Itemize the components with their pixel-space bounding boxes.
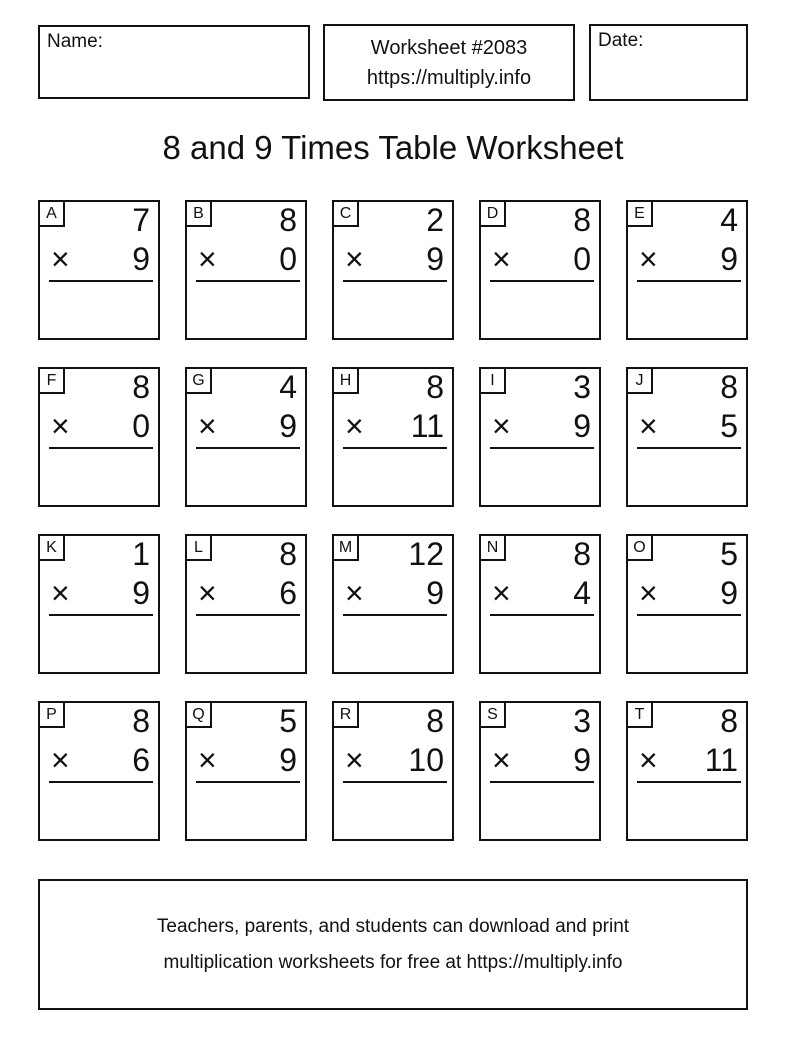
multiplicand: 7 (132, 202, 150, 238)
answer-space[interactable] (630, 783, 744, 837)
multiplier-row (345, 743, 444, 777)
problem-card (479, 701, 601, 841)
multiply-icon: × (345, 575, 364, 611)
problem-letter: C (332, 200, 359, 227)
multiply-icon: × (492, 575, 511, 611)
multiply-icon: × (198, 575, 217, 611)
multiplier-row (345, 409, 444, 443)
answer-space[interactable] (483, 616, 597, 670)
multiplier: 5 (720, 408, 738, 444)
answer-space[interactable] (336, 449, 450, 503)
answer-space[interactable] (42, 449, 156, 503)
multiplier: 6 (279, 575, 297, 611)
multiply-icon: × (51, 241, 70, 277)
problem-letter: P (38, 701, 65, 728)
multiplier: 0 (279, 241, 297, 277)
multiplier: 4 (573, 575, 591, 611)
problem-card (626, 200, 748, 340)
multiplier: 0 (573, 241, 591, 277)
problem-letter: D (479, 200, 506, 227)
multiplier: 9 (720, 575, 738, 611)
problem-card (185, 367, 307, 507)
footer-line2: multiplication worksheets for free at https://multiply.info (163, 951, 623, 973)
problem-card (185, 701, 307, 841)
problem-letter: M (332, 534, 359, 561)
problem-letter: N (479, 534, 506, 561)
problem-card (38, 367, 160, 507)
multiplicand: 8 (132, 369, 150, 405)
problem-card (626, 367, 748, 507)
problem-letter: E (626, 200, 653, 227)
problems-grid (38, 200, 748, 841)
multiply-icon: × (198, 742, 217, 778)
multiply-icon: × (639, 408, 658, 444)
multiply-icon: × (639, 575, 658, 611)
multiplier-row (639, 242, 738, 276)
multiplier-row (51, 743, 150, 777)
answer-space[interactable] (483, 783, 597, 837)
problem-card (38, 534, 160, 674)
multiplier: 9 (426, 241, 444, 277)
multiply-icon: × (345, 742, 364, 778)
multiplier-row (51, 242, 150, 276)
multiplier-row (492, 242, 591, 276)
answer-space[interactable] (189, 282, 303, 336)
problem-card (185, 200, 307, 340)
multiplier: 9 (573, 408, 591, 444)
answer-space[interactable] (189, 783, 303, 837)
multiplier: 9 (426, 575, 444, 611)
footer-box (38, 879, 748, 1010)
answer-space[interactable] (630, 449, 744, 503)
problem-letter: K (38, 534, 65, 561)
multiplicand: 8 (573, 536, 591, 572)
multiplicand: 8 (132, 703, 150, 739)
multiplicand: 8 (279, 536, 297, 572)
multiplicand: 5 (720, 536, 738, 572)
multiplicand: 8 (720, 369, 738, 405)
answer-space[interactable] (42, 616, 156, 670)
problem-card (185, 534, 307, 674)
date-label: Date: (598, 30, 644, 51)
problem-letter: F (38, 367, 65, 394)
page-title: 8 and 9 Times Table Worksheet (162, 129, 624, 166)
answer-space[interactable] (336, 616, 450, 670)
problem-card (479, 200, 601, 340)
multiplier-row (51, 576, 150, 610)
multiplicand: 1 (132, 536, 150, 572)
multiplier: 9 (279, 742, 297, 778)
multiplier-row (639, 409, 738, 443)
multiply-icon: × (345, 408, 364, 444)
multiplier: 11 (704, 742, 738, 778)
answer-space[interactable] (483, 449, 597, 503)
multiplicand: 8 (573, 202, 591, 238)
problem-letter: I (479, 367, 506, 394)
problem-letter: B (185, 200, 212, 227)
worksheet-number: Worksheet #2083 (370, 36, 528, 59)
problem-letter: L (185, 534, 212, 561)
answer-space[interactable] (336, 783, 450, 837)
multiplier: 9 (279, 408, 297, 444)
multiply-icon: × (492, 742, 511, 778)
multiplier-row (639, 743, 738, 777)
multiplier-row (51, 409, 150, 443)
multiplicand: 3 (573, 703, 591, 739)
multiplicand: 5 (279, 703, 297, 739)
multiplicand: 8 (426, 703, 444, 739)
multiplier-row (345, 576, 444, 610)
name-field-box[interactable] (38, 25, 310, 99)
multiplier: 9 (573, 742, 591, 778)
multiplier-row (198, 576, 297, 610)
answer-space[interactable] (630, 282, 744, 336)
multiply-icon: × (198, 408, 217, 444)
problem-card (332, 367, 454, 507)
worksheet-url: https://multiply.info (366, 66, 532, 89)
answer-space[interactable] (336, 282, 450, 336)
problem-card (479, 367, 601, 507)
problem-letter: S (479, 701, 506, 728)
multiplier: 9 (132, 241, 150, 277)
problem-card (38, 200, 160, 340)
multiply-icon: × (639, 742, 658, 778)
multiply-icon: × (198, 241, 217, 277)
problem-letter: T (626, 701, 653, 728)
problem-letter: G (185, 367, 212, 394)
multiplier-row (198, 409, 297, 443)
date-field-box[interactable] (589, 24, 748, 101)
multiply-icon: × (51, 575, 70, 611)
multiplicand: 2 (426, 202, 444, 238)
answer-space[interactable] (189, 449, 303, 503)
multiplier-row (198, 242, 297, 276)
problem-card (479, 534, 601, 674)
footer-line1: Teachers, parents, and students can download and print (156, 915, 630, 937)
problem-letter: R (332, 701, 359, 728)
worksheet-info-box (323, 24, 575, 101)
problem-letter: O (626, 534, 653, 561)
multiplicand: 8 (720, 703, 738, 739)
problem-letter: J (626, 367, 653, 394)
problem-card (626, 701, 748, 841)
answer-space[interactable] (630, 616, 744, 670)
multiplicand: 8 (426, 369, 444, 405)
answer-space[interactable] (42, 783, 156, 837)
name-label: Name: (47, 31, 103, 52)
multiply-icon: × (639, 241, 658, 277)
problem-card (332, 701, 454, 841)
multiplicand: 3 (573, 369, 591, 405)
multiplicand: 4 (279, 369, 297, 405)
multiplier-row (345, 242, 444, 276)
multiplier: 9 (720, 241, 738, 277)
problem-card (626, 534, 748, 674)
problem-card (332, 534, 454, 674)
multiplier-row (492, 409, 591, 443)
multiplier: 10 (408, 742, 444, 778)
answer-space[interactable] (42, 282, 156, 336)
problem-card (38, 701, 160, 841)
multiply-icon: × (345, 241, 364, 277)
multiplier: 0 (132, 408, 150, 444)
multiplicand: 8 (279, 202, 297, 238)
multiplier: 11 (410, 408, 444, 444)
multiplicand: 12 (408, 536, 444, 572)
multiply-icon: × (492, 241, 511, 277)
problem-letter: H (332, 367, 359, 394)
answer-space[interactable] (189, 616, 303, 670)
problem-letter: Q (185, 701, 212, 728)
problem-letter: A (38, 200, 65, 227)
multiplier-row (492, 743, 591, 777)
multiply-icon: × (51, 742, 70, 778)
multiply-icon: × (51, 408, 70, 444)
multiplier-row (198, 743, 297, 777)
multiplier: 9 (132, 575, 150, 611)
multiplier-row (639, 576, 738, 610)
multiplier-row (492, 576, 591, 610)
multiply-icon: × (492, 408, 511, 444)
answer-space[interactable] (483, 282, 597, 336)
problem-card (332, 200, 454, 340)
multiplicand: 4 (720, 202, 738, 238)
multiplier: 6 (132, 742, 150, 778)
